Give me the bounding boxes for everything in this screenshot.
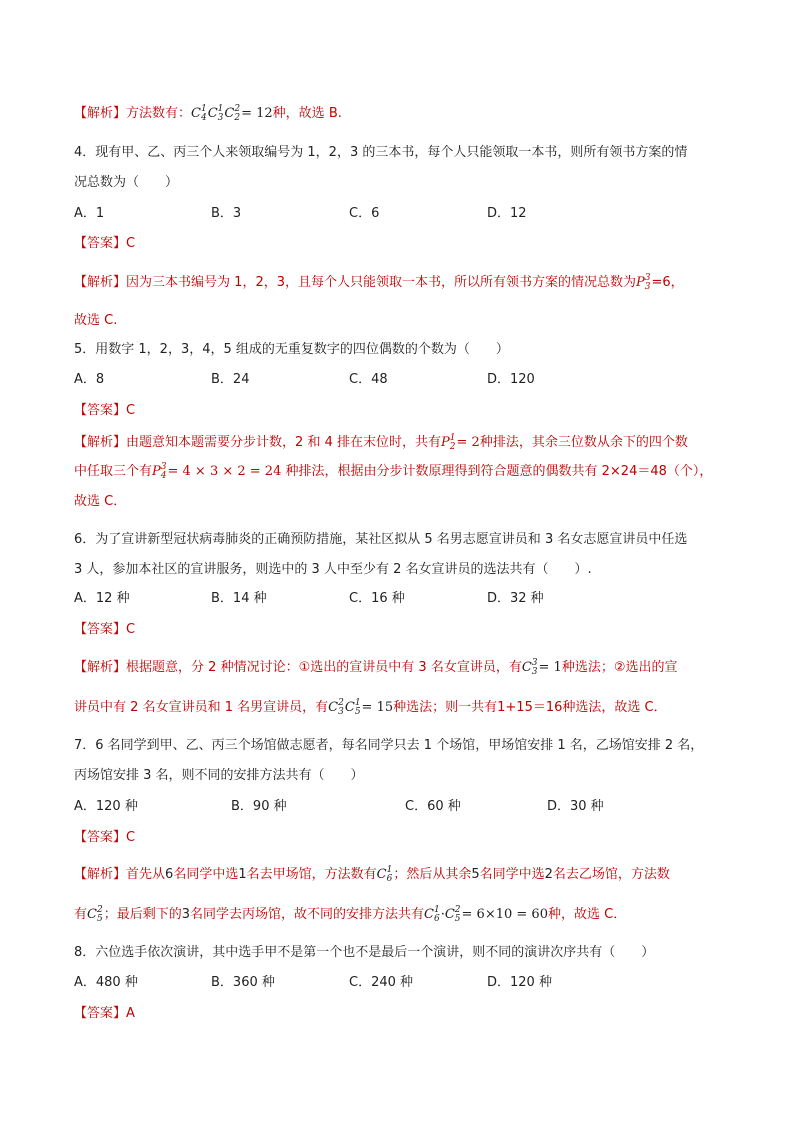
- answer-label: 【答案】: [74, 830, 127, 845]
- question-7-stem-cont: 丙场馆安排 3 名，则不同的安排方法共有（ ）: [74, 768, 364, 783]
- q5-option-a: A．8: [74, 372, 105, 387]
- q7-option-a: A．120 种: [74, 799, 138, 814]
- analysis-text: 2: [208, 660, 217, 675]
- formula-c32c51: C 2 3 C 1 5 = 15: [328, 697, 394, 717]
- q7-answer: [74, 828, 135, 848]
- q4-option-d: D．12: [487, 206, 527, 221]
- q4-option-a: A．1: [74, 206, 105, 221]
- formula-c61: C 1 6: [376, 864, 393, 884]
- analysis-text: 种，故选: [272, 106, 325, 121]
- formula-c33: C 3 3 = 1: [521, 657, 562, 677]
- q8-option-a: A．480 种: [74, 975, 138, 990]
- analysis-label: 【解析】: [74, 435, 127, 450]
- analysis-text: ；最后剩下的: [103, 907, 182, 922]
- analysis-text: 1: [238, 867, 247, 882]
- question-5-stem: 5．用数字 1，2，3，4，5 组成的无重复数字的四位偶数的个数为（ ）: [74, 342, 509, 357]
- analysis-text: 种排法，其余三位数从余下的四个数: [479, 435, 688, 450]
- q6-option-a: A．12 种: [74, 591, 130, 606]
- analysis-text: 2: [544, 867, 553, 882]
- q7-option-d: D．30 种: [547, 799, 604, 814]
- q5-option-b: B．24: [211, 372, 250, 387]
- question-4-stem-cont: 况总数为（ ）: [74, 175, 179, 190]
- analysis-text: ；然后从其余: [393, 867, 472, 882]
- analysis-text: C．: [644, 700, 667, 715]
- analysis-label: 【解析】: [74, 660, 127, 675]
- analysis-text: 种情况讨论：①选出的宣讲员中有: [220, 660, 415, 675]
- q4-answer: [74, 234, 135, 254]
- analysis-text: 1，2，3，: [234, 275, 298, 290]
- analysis-text: 根据题意，分: [126, 660, 205, 675]
- question-8-stem: 8．六位选手依次演讲，其中选手甲不是第一个也不是最后一个演讲，则不同的演讲次序共有（ ）: [74, 945, 655, 960]
- analysis-text: 种排法，根据由分步计数原理得到符合题意的偶数共有 2×24＝48（个），: [285, 464, 713, 479]
- q7-option-c: C．60 种: [405, 799, 461, 814]
- q7-analysis: [74, 865, 670, 885]
- answer-letter: A: [126, 1006, 135, 1021]
- q6-analysis: [74, 658, 677, 678]
- analysis-text: 且每个人只能领取一本书，所以所有领书方案的情况总数为: [298, 275, 637, 290]
- answer-letter: C: [126, 830, 136, 845]
- formula-c41c31c22: C 1 4 C 1 3 C 2 2 = 12: [191, 103, 273, 123]
- formula-p43: P 3 4 = 4 × 3 × 2 = 24: [152, 461, 282, 481]
- analysis-text: 1: [224, 700, 234, 715]
- q5-analysis-cont: [74, 462, 712, 482]
- q6-option-d: D．32 种: [487, 591, 544, 606]
- q4-option-b: B．3: [211, 206, 242, 221]
- analysis-text: 1+15＝16: [497, 700, 563, 715]
- analysis-text: 种选法；②选出的宣: [561, 660, 678, 675]
- analysis-text: 5: [471, 867, 480, 882]
- analysis-text: 种选法，故选: [562, 700, 641, 715]
- analysis-text: 2: [130, 700, 139, 715]
- analysis-text: 6: [165, 867, 174, 882]
- q6-option-c: C．16 种: [349, 591, 405, 606]
- analysis-text: 名同学去丙场馆，故不同的安排方法共有: [190, 907, 425, 922]
- period: .: [337, 106, 342, 121]
- analysis-text: 种，故选: [547, 907, 600, 922]
- formula-c61c52: C 1 6 ·C 2 5 = 6×10 = 60: [424, 904, 548, 924]
- q6-analysis-cont: [74, 698, 667, 718]
- analysis-label: 【解析】: [74, 867, 127, 882]
- q4-analysis: [74, 273, 684, 293]
- q7-analysis-cont: [74, 905, 626, 925]
- analysis-text: 和: [307, 435, 321, 450]
- analysis-text: 2: [295, 435, 304, 450]
- answer-letter: C: [126, 622, 136, 637]
- answer-label: 【答案】: [74, 622, 127, 637]
- q8-option-b: B．360 种: [211, 975, 275, 990]
- analysis-text: 方法数有：: [126, 106, 192, 121]
- analysis-text: 有: [74, 907, 88, 922]
- analysis-text: 3: [181, 907, 190, 922]
- analysis-text: 排在末位时，共有: [337, 435, 442, 450]
- q6-answer: [74, 620, 135, 640]
- analysis-text: 种选法；则一共有: [393, 700, 498, 715]
- analysis-text: 名女宣讲员和: [142, 700, 221, 715]
- analysis-text: 讲员中有: [74, 700, 127, 715]
- question-6-stem: 6．为了宣讲新型冠状病毒肺炎的正确预防措施，某社区拟从 5 名男志愿宣讲员和 3 名女志愿宣讲员中任选: [74, 532, 688, 547]
- analysis-text: 名男宣讲员，有: [237, 700, 329, 715]
- analysis-text: =6，: [651, 275, 684, 290]
- answer-label: 【答案】: [74, 236, 127, 251]
- q5-option-d: D．120: [487, 372, 535, 387]
- q8-answer: [74, 1004, 135, 1024]
- question-7-stem: 7．6 名同学到甲、乙、丙三个场馆做志愿者，每名同学只去 1 个场馆，甲场馆安排 1 名，乙场馆安排 2 名，: [74, 738, 704, 753]
- question-4-stem: 4．现有甲、乙、丙三个人来领取编号为 1，2，3 的三本书，每个人只能领取一本书，则所有领书方案的情: [74, 145, 688, 160]
- answer-letter: B: [328, 106, 338, 121]
- analysis-text: 3: [418, 660, 427, 675]
- analysis-line-top: [74, 104, 342, 124]
- question-6-stem-cont: 3 人，参加本社区的宣讲服务，则选中的 3 人中至少有 2 名女宣讲员的选法共有（ ）.: [74, 562, 592, 577]
- analysis-label: 【解析】: [74, 275, 127, 290]
- answer-letter: C: [126, 236, 136, 251]
- analysis-text: 名同学中选: [479, 867, 545, 882]
- formula-p33: P 3 3: [636, 272, 651, 292]
- q8-option-d: D．120 种: [487, 975, 552, 990]
- analysis-text: 名去乙场馆，方法数: [552, 867, 670, 882]
- analysis-text: 4: [324, 435, 333, 450]
- q6-option-b: B．14 种: [211, 591, 267, 606]
- formula-p21: P 1 2 = 2: [441, 432, 480, 452]
- analysis-text: 名去甲场馆，方法数有: [246, 867, 377, 882]
- answer-label: 【答案】: [74, 1006, 127, 1021]
- q4-option-c: C．6: [349, 206, 380, 221]
- q5-analysis: [74, 433, 688, 453]
- q5-analysis-cont2: 故选 C．: [74, 494, 127, 509]
- analysis-text: 名同学中选: [173, 867, 239, 882]
- q5-answer: [74, 401, 135, 421]
- answer-label: 【答案】: [74, 403, 127, 418]
- answer-letter: C: [126, 403, 136, 418]
- analysis-text: 名女宣讲员，有: [430, 660, 522, 675]
- analysis-text: 由题意知本题需要分步计数，: [126, 435, 296, 450]
- analysis-text: 因为三本书编号为: [126, 275, 231, 290]
- analysis-text: C．: [604, 907, 627, 922]
- q8-option-c: C．240 种: [349, 975, 414, 990]
- q5-option-c: C．48: [349, 372, 388, 387]
- analysis-label: 【解析】: [74, 106, 127, 121]
- q7-option-b: B．90 种: [231, 799, 287, 814]
- analysis-text: 中任取三个有: [74, 464, 153, 479]
- analysis-text: 首先从: [126, 867, 166, 882]
- q4-analysis-cont: 故选 C.: [74, 313, 118, 328]
- formula-c52: C 2 5: [87, 904, 103, 924]
